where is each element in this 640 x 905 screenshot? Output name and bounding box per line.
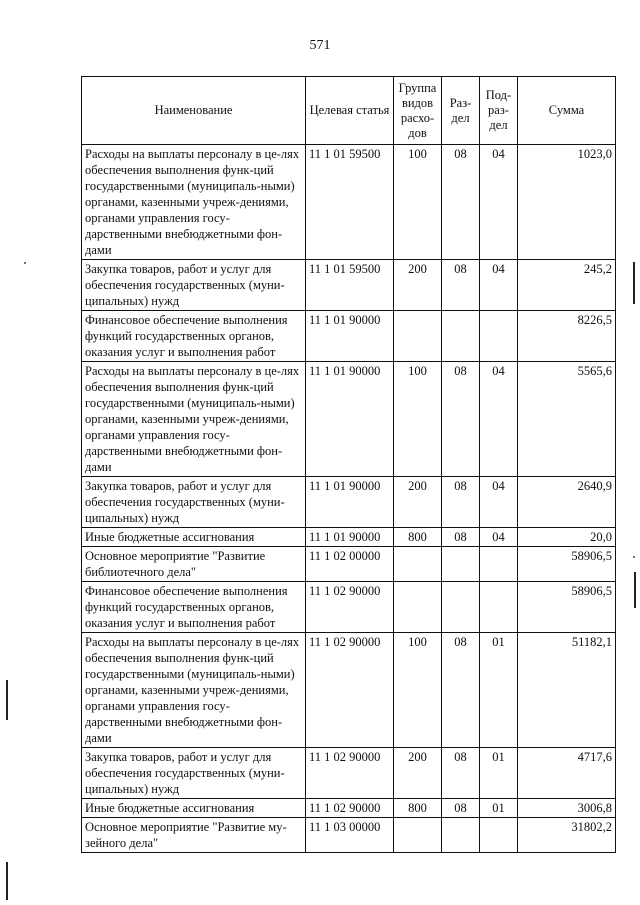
cell-section: 08 xyxy=(442,633,480,748)
cell-sum: 5565,6 xyxy=(518,362,616,477)
cell-group xyxy=(394,311,442,362)
table-row xyxy=(82,145,616,260)
cell-sum: 58906,5 xyxy=(518,582,616,633)
table-row xyxy=(82,547,616,582)
cell-group: 200 xyxy=(394,260,442,311)
cell-group xyxy=(394,582,442,633)
table-row xyxy=(82,799,616,818)
cell-section xyxy=(442,311,480,362)
header-group: Группа видов расхо-дов xyxy=(394,77,442,145)
cell-sum: 20,0 xyxy=(518,528,616,547)
cell-section xyxy=(442,582,480,633)
cell-sum: 2640,9 xyxy=(518,477,616,528)
cell-subsection xyxy=(480,582,518,633)
scan-mark-left xyxy=(6,680,8,720)
cell-section: 08 xyxy=(442,145,480,260)
cell-name: Закупка товаров, работ и услуг для обеспечения государственных (муни-ципальных) нужд xyxy=(82,748,306,799)
scan-speck xyxy=(24,262,26,264)
cell-section: 08 xyxy=(442,477,480,528)
cell-subsection xyxy=(480,311,518,362)
cell-sum: 31802,2 xyxy=(518,818,616,853)
cell-subsection: 04 xyxy=(480,362,518,477)
cell-sum: 4717,6 xyxy=(518,748,616,799)
cell-group: 200 xyxy=(394,748,442,799)
cell-subsection: 04 xyxy=(480,145,518,260)
cell-section: 08 xyxy=(442,362,480,477)
table-body xyxy=(82,145,616,853)
cell-sum: 1023,0 xyxy=(518,145,616,260)
header-sum: Сумма xyxy=(518,77,616,145)
table-row xyxy=(82,311,616,362)
cell-name: Расходы на выплаты персоналу в це-лях обеспечения выполнения функ-ций государственными (муниципаль-ными) органами, казенными учреж-дениями, органами управления госу-дарственными внебюджетными фон-дами xyxy=(82,633,306,748)
cell-subsection: 01 xyxy=(480,633,518,748)
table-row xyxy=(82,818,616,853)
table-row xyxy=(82,528,616,547)
cell-group xyxy=(394,547,442,582)
scan-mark-left-bottom xyxy=(6,862,8,900)
cell-name: Расходы на выплаты персоналу в це-лях обеспечения выполнения функ-ций государственными (муниципаль-ными) органами, казенными учреж-дениями, органами управления госу-дарственными внебюджетными фон-дами xyxy=(82,145,306,260)
cell-subsection: 04 xyxy=(480,477,518,528)
table-row xyxy=(82,748,616,799)
scan-speck xyxy=(633,556,635,558)
cell-name: Финансовое обеспечение выполнения функций государственных органов, оказания услуг и выполнения работ xyxy=(82,311,306,362)
table-row xyxy=(82,362,616,477)
cell-sum: 8226,5 xyxy=(518,311,616,362)
cell-subsection xyxy=(480,547,518,582)
cell-sum: 3006,8 xyxy=(518,799,616,818)
cell-name: Иные бюджетные ассигнования xyxy=(82,799,306,818)
cell-code: 11 1 02 90000 xyxy=(306,582,394,633)
header-section: Раз-дел xyxy=(442,77,480,145)
budget-table xyxy=(81,76,616,853)
scan-mark-right-mid xyxy=(634,572,636,608)
cell-section: 08 xyxy=(442,748,480,799)
cell-group: 800 xyxy=(394,528,442,547)
header-subsection: Под-раз-дел xyxy=(480,77,518,145)
header-name: Наименование xyxy=(82,77,306,145)
cell-code: 11 1 01 90000 xyxy=(306,477,394,528)
cell-section: 08 xyxy=(442,528,480,547)
cell-section: 08 xyxy=(442,799,480,818)
cell-section: 08 xyxy=(442,260,480,311)
cell-code: 11 1 02 00000 xyxy=(306,547,394,582)
cell-subsection: 01 xyxy=(480,748,518,799)
cell-subsection: 04 xyxy=(480,528,518,547)
cell-name: Финансовое обеспечение выполнения функций государственных органов, оказания услуг и выполнения работ xyxy=(82,582,306,633)
table-header-row xyxy=(82,77,616,145)
cell-subsection xyxy=(480,818,518,853)
cell-group: 100 xyxy=(394,362,442,477)
cell-sum: 245,2 xyxy=(518,260,616,311)
cell-code: 11 1 01 59500 xyxy=(306,145,394,260)
cell-code: 11 1 02 90000 xyxy=(306,633,394,748)
table-row xyxy=(82,260,616,311)
cell-group: 800 xyxy=(394,799,442,818)
header-code: Целевая статья xyxy=(306,77,394,145)
cell-subsection: 04 xyxy=(480,260,518,311)
cell-name: Основное мероприятие "Развитие му-зейного дела" xyxy=(82,818,306,853)
cell-code: 11 1 01 90000 xyxy=(306,528,394,547)
cell-sum: 51182,1 xyxy=(518,633,616,748)
table-row xyxy=(82,477,616,528)
scan-mark-right-top xyxy=(633,262,635,304)
cell-name: Основное мероприятие "Развитие библиотечного дела" xyxy=(82,547,306,582)
cell-subsection: 01 xyxy=(480,799,518,818)
cell-name: Закупка товаров, работ и услуг для обеспечения государственных (муни-ципальных) нужд xyxy=(82,477,306,528)
cell-name: Иные бюджетные ассигнования xyxy=(82,528,306,547)
cell-code: 11 1 02 90000 xyxy=(306,748,394,799)
cell-name: Закупка товаров, работ и услуг для обеспечения государственных (муни-ципальных) нужд xyxy=(82,260,306,311)
table-row xyxy=(82,633,616,748)
cell-section xyxy=(442,818,480,853)
cell-code: 11 1 01 90000 xyxy=(306,362,394,477)
page-number: 571 xyxy=(309,38,331,53)
cell-code: 11 1 03 00000 xyxy=(306,818,394,853)
cell-group: 100 xyxy=(394,145,442,260)
cell-sum: 58906,5 xyxy=(518,547,616,582)
table-row xyxy=(82,582,616,633)
cell-code: 11 1 02 90000 xyxy=(306,799,394,818)
cell-code: 11 1 01 90000 xyxy=(306,311,394,362)
cell-name: Расходы на выплаты персоналу в це-лях обеспечения выполнения функ-ций государственными (муниципаль-ными) органами, казенными учреж-дениями, органами управления госу-дарственными внебюджетными фон-дами xyxy=(82,362,306,477)
cell-group: 100 xyxy=(394,633,442,748)
cell-section xyxy=(442,547,480,582)
cell-group: 200 xyxy=(394,477,442,528)
cell-code: 11 1 01 59500 xyxy=(306,260,394,311)
cell-group xyxy=(394,818,442,853)
